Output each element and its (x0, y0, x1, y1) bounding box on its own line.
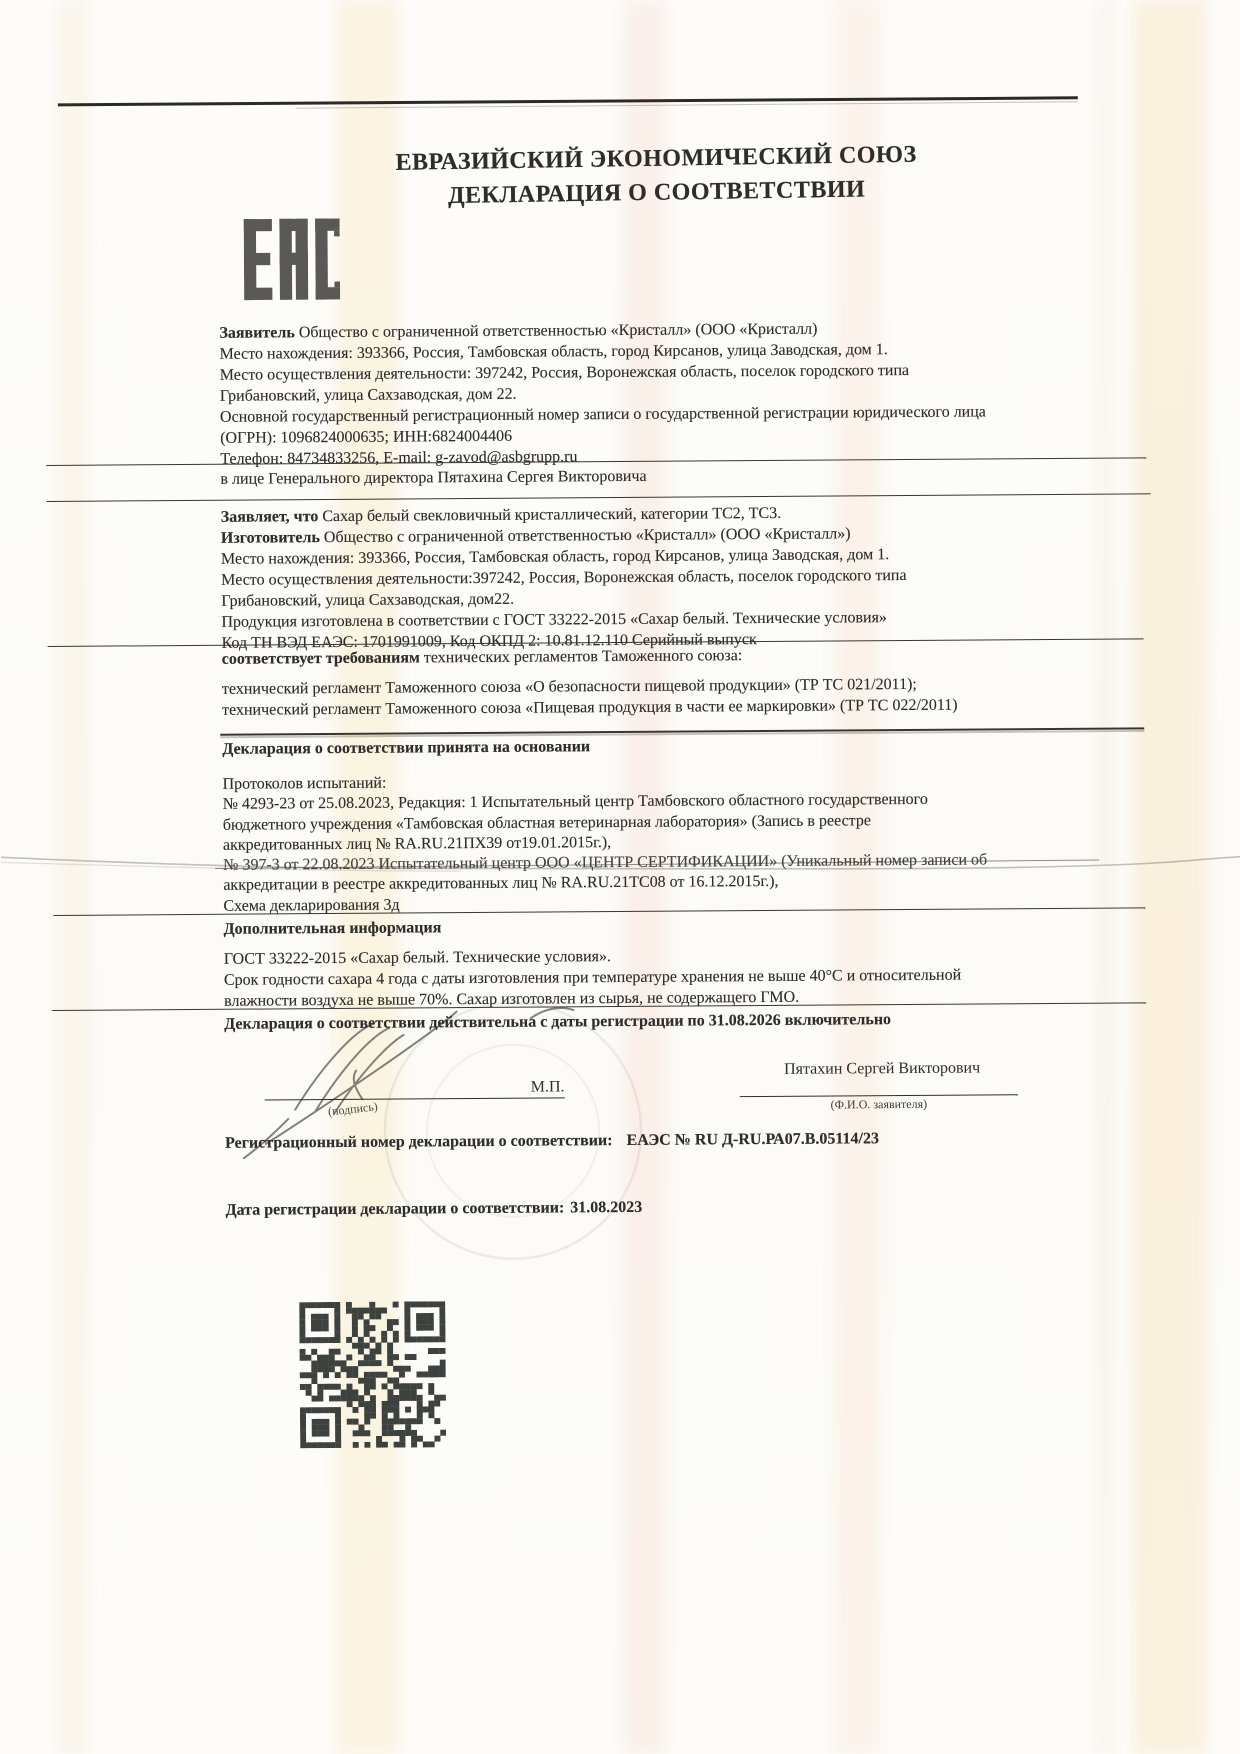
applicant-name-caption: (Ф.И.О. заявителя) (830, 1096, 928, 1112)
qr-code (299, 1301, 446, 1448)
text-line: бюджетного учреждения «Тамбовская областная ветеринарная лаборатория» (Запись в реестре (222, 811, 871, 834)
text-line: Декларация о соответствии принята на основании (222, 738, 591, 758)
text-line: Дополнительная информация (223, 919, 442, 938)
text-line: Декларация о соответствии действительна с даты регистрации по 31.08.2026 включительно (224, 1011, 892, 1033)
eac-logo-icon (244, 216, 341, 303)
text-line: Место нахождения: 393366, Россия, Тамбовская область, город Кирсанов, улица Заводская, дом 1. (220, 546, 890, 568)
stamp-inner-circle (426, 1044, 599, 1217)
text-line: соответствует требованиям технических регламентов Таможенного союза: (221, 647, 743, 668)
text-line: Изготовитель Общество с ограниченной ответственностью «Кристалл» (ООО «Кристалл») (220, 525, 851, 547)
registration-number-value: ЕАЭС № RU Д-RU.РА07.В.05114/23 (626, 1130, 879, 1149)
product-block (221, 501, 1058, 654)
claimant-block (219, 317, 1056, 470)
protocols-block (223, 769, 1060, 917)
text-line: Место осуществления деятельности:397242, Россия, Воронежская область, поселок городского типа (221, 566, 907, 589)
text-line: Заявляет, что Сахар белый свекловичный кристаллический, категории ТС2, ТС3. (220, 504, 782, 526)
text-line: в лице Генерального директора Пятахина Сергея Викторовича (220, 467, 647, 488)
text-line: Грибановский, улица Сахзаводская, дом22. (221, 590, 515, 610)
registration-date-value: 31.08.2023 (570, 1198, 643, 1217)
text-line: Продукция изготовлена в соответствии с ГОСТ 33222-2015 «Сахар белый. Технические условия» (221, 609, 887, 631)
text-line: Протоколов испытаний: (222, 774, 387, 793)
text-line: влажности воздуха не выше 70%. Сахар изготовлен из сырья, не содержащего ГМО. (224, 988, 800, 1010)
text-line: Заявитель Общество с ограниченной ответственностью «Кристалл» (ООО «Кристалл) (219, 320, 818, 342)
stamp-outline (384, 1002, 642, 1260)
text-line: № 4293-23 от 25.08.2023, Редакция: 1 Испытательный центр Тамбовского областного государственного (222, 791, 928, 814)
text-line: (ОГРН): 1096824000635; ИНН:6824004406 (220, 427, 513, 447)
registration-number-label: Регистрационный номер декларации о соответствии: (225, 1132, 613, 1152)
text-line: аккредитации в реестре аккредитованных лиц № RA.RU.21ТС08 от 16.12.2015г.), (223, 873, 779, 895)
text-line: Схема декларирования 3д (223, 896, 400, 915)
text-line: Телефон: 84734833256, E-mail: g-zavod@asbgrupp.ru (220, 448, 578, 468)
additional-info-block (224, 943, 1060, 1012)
applicant-name: Пятахин Сергей Викторович (783, 1059, 981, 1078)
registration-date-line (225, 1199, 642, 1220)
text-line: Место осуществления деятельности: 397242, Россия, Воронежская область, поселок городского типа (219, 361, 910, 384)
document-title (316, 136, 997, 215)
text-line: ГОСТ 33222-2015 «Сахар белый. Технические условия». (223, 948, 612, 968)
stamp-place-label: М.П. (530, 1078, 565, 1096)
text-line: Основной государственный регистрационный номер записи о государственной регистрации юридического лица (219, 403, 986, 426)
title-line-1: ЕВРАЗИЙСКИЙ ЭКОНОМИЧЕСКИЙ СОЮЗ (395, 141, 917, 176)
text-line: аккредитованных лиц № RA.RU.21ПХ39 от19.01.2015г.), (222, 833, 612, 854)
text-line: Место нахождения: 393366, Россия, Тамбовская область, город Кирсанов, улица Заводская, дом 1. (219, 341, 888, 363)
title-line-2: ДЕКЛАРАЦИЯ О СООТВЕТСТВИИ (447, 176, 866, 210)
text-line: технический регламент Таможенного союза «Пищевая продукция в части ее маркировки» (ТР ТС 022/2011) (222, 696, 958, 719)
top-border-line (58, 98, 1078, 105)
regulations-block (222, 673, 1058, 721)
text-line: Грибановский, улица Сахзаводская, дом 22. (219, 385, 517, 405)
text-line: Код ТН ВЭД ЕАЭС: 1701991009, Код ОКПД 2: 10.81.12.110 Серийный выпуск (221, 631, 757, 652)
signature-caption: (подпись) (327, 1099, 379, 1119)
text-line: Срок годности сахара 4 года с даты изготовления при температуре хранения не выше 40°С и относительной (223, 966, 962, 989)
text-line: технический регламент Таможенного союза «О безопасности пищевой продукции» (ТР ТС 021/2011); (221, 675, 917, 698)
text-line: № 397-3 от 22.08.2023 Испытательный центр ООО «ЦЕНТР СЕРТИФИКАЦИИ» (Уникальный номер записи об (223, 850, 1059, 876)
registration-date-label: Дата регистрации декларации о соответствии: (225, 1199, 565, 1219)
